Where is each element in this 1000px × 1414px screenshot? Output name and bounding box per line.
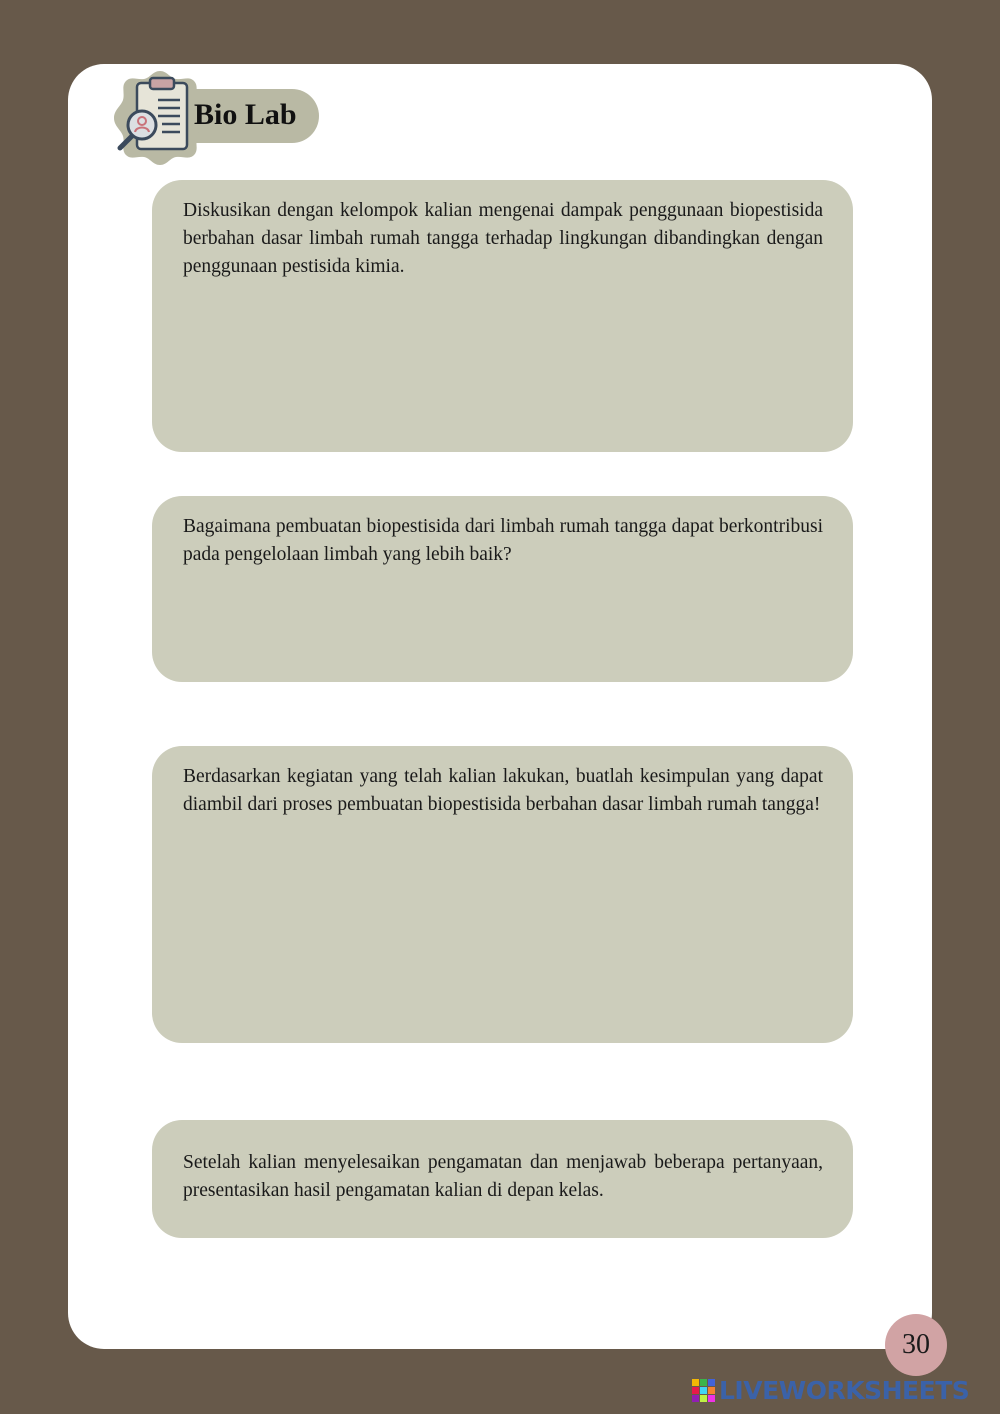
question-text-2: Bagaimana pembuatan biopestisida dari limbah rumah tangga dapat berkontribusi pada pengelolaan limbah yang lebih baik? [183,516,823,565]
instruction-text: Setelah kalian menyelesaikan pengamatan dan menjawab beberapa pertanyaan, presentasikan hasil pengamatan kalian di depan kelas. [183,1152,823,1201]
question-text-3: Berdasarkan kegiatan yang telah kalian lakukan, buatlah kesimpulan yang dapat diambil dari proses pembuatan biopestisida berbahan dasar limbah rumah tangga! [183,766,823,815]
liveworksheets-logo-icon [692,1379,716,1403]
question-card-2[interactable] [152,496,853,682]
question-text-1: Diskusikan dengan kelompok kalian mengenai dampak penggunaan biopestisida berbahan dasar limbah rumah tangga terhadap lingkungan dibandingkan dengan penggunaan pestisida kimia. [183,200,823,277]
section-title: Bio Lab [194,98,297,131]
page-number: 30 [902,1329,930,1360]
watermark-text: LIVEWORKSHEETS [719,1376,970,1405]
question-card-3[interactable] [152,746,853,1043]
liveworksheets-watermark [692,1376,969,1406]
instruction-card [152,1120,853,1238]
question-card-1[interactable] [152,180,853,452]
page-number-badge [885,1314,947,1376]
